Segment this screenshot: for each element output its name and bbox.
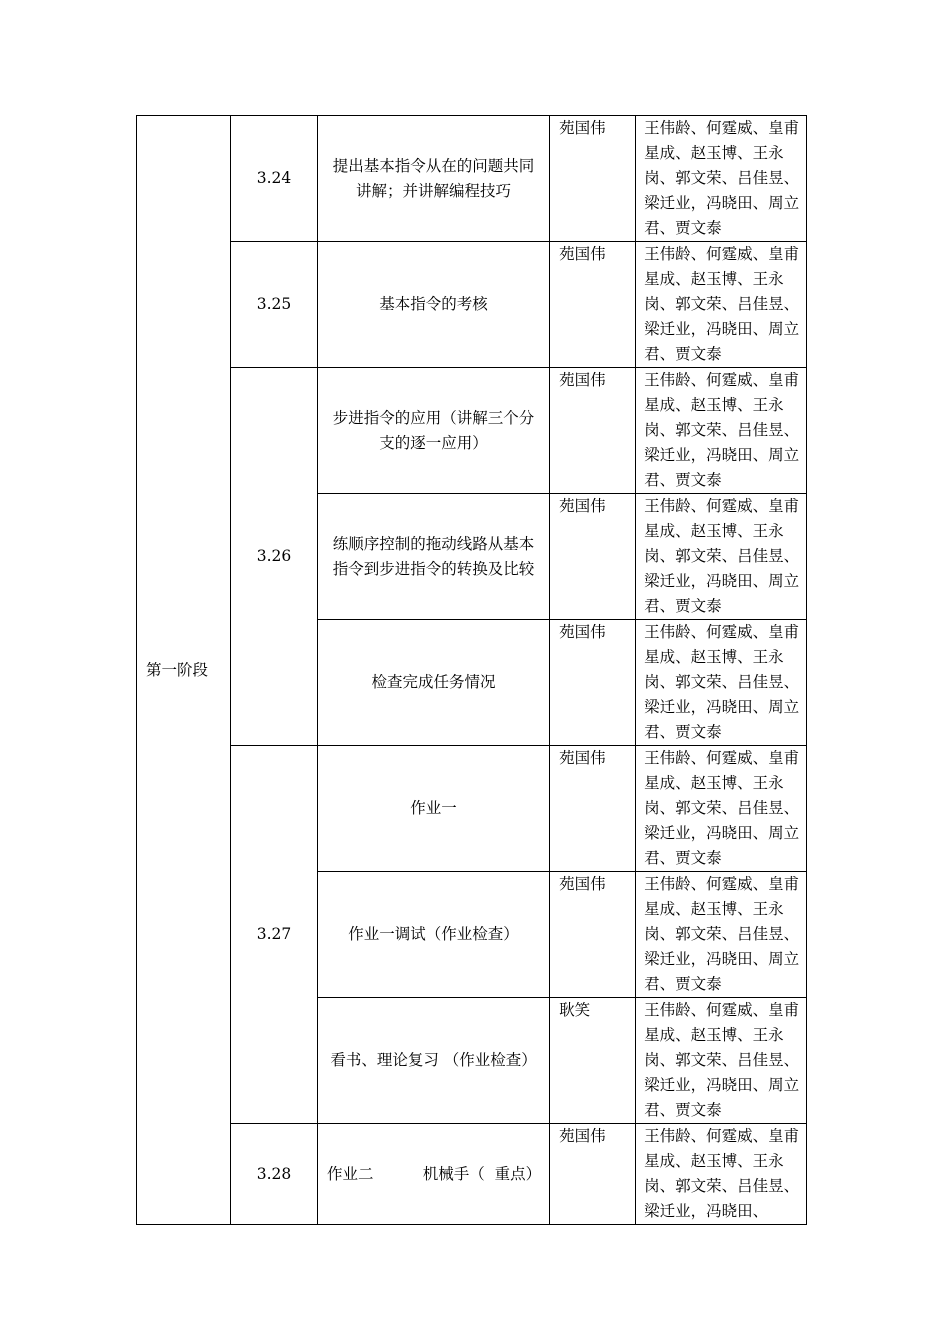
students-cell: 王伟龄、何霆威、皇甫星成、赵玉博、王永岗、郭文荣、吕佳昱、梁迁业，冯晓田、周立君、贾文泰 (636, 242, 807, 368)
schedule-table (136, 115, 807, 1225)
date-cell: 3.26 (231, 368, 318, 746)
students-cell: 王伟龄、何霆威、皇甫星成、赵玉博、王永岗、郭文荣、吕佳昱、梁迁业，冯晓田、周立君、贾文泰 (636, 998, 807, 1124)
content-cell: 基本指令的考核 (318, 242, 550, 368)
teacher-cell: 苑国伟 (550, 116, 636, 242)
content-cell: 看书、理论复习 （作业检查） (318, 998, 550, 1124)
table-row (137, 368, 807, 494)
date-cell: 3.24 (231, 116, 318, 242)
students-cell: 王伟龄、何霆威、皇甫星成、赵玉博、王永岗、郭文荣、吕佳昱、梁迁业，冯晓田、周立君、贾文泰 (636, 116, 807, 242)
content-cell: 提出基本指令从在的问题共同讲解；并讲解编程技巧 (318, 116, 550, 242)
teacher-cell: 苑国伟 (550, 242, 636, 368)
students-cell: 王伟龄、何霆威、皇甫星成、赵玉博、王永岗、郭文荣、吕佳昱、梁迁业，冯晓田、周立君、贾文泰 (636, 872, 807, 998)
students-cell: 王伟龄、何霆威、皇甫星成、赵玉博、王永岗、郭文荣、吕佳昱、梁迁业，冯晓田、周立君、贾文泰 (636, 368, 807, 494)
students-cell: 王伟龄、何霆威、皇甫星成、赵玉博、王永岗、郭文荣、吕佳昱、梁迁业，冯晓田、周立君、贾文泰 (636, 494, 807, 620)
date-cell: 3.27 (231, 746, 318, 1124)
students-cell: 王伟龄、何霆威、皇甫星成、赵玉博、王永岗、郭文荣、吕佳昱、梁迁业，冯晓田、 (636, 1124, 807, 1225)
teacher-cell: 苑国伟 (550, 368, 636, 494)
teacher-cell: 苑国伟 (550, 746, 636, 872)
date-cell: 3.25 (231, 242, 318, 368)
teacher-cell: 苑国伟 (550, 620, 636, 746)
content-cell: 练顺序控制的拖动线路从基本指令到步进指令的转换及比较 (318, 494, 550, 620)
content-cell: 步进指令的应用（讲解三个分支的逐一应用） (318, 368, 550, 494)
date-cell: 3.28 (231, 1124, 318, 1225)
table-row (137, 116, 807, 242)
table-row (137, 1124, 807, 1225)
table-row (137, 242, 807, 368)
students-cell: 王伟龄、何霆威、皇甫星成、赵玉博、王永岗、郭文荣、吕佳昱、梁迁业，冯晓田、周立君、贾文泰 (636, 620, 807, 746)
content-cell: 作业一 (318, 746, 550, 872)
content-cell: 作业二 机械手（ 重点） (318, 1124, 550, 1225)
teacher-cell: 苑国伟 (550, 1124, 636, 1225)
table-row (137, 746, 807, 872)
students-cell: 王伟龄、何霆威、皇甫星成、赵玉博、王永岗、郭文荣、吕佳昱、梁迁业，冯晓田、周立君、贾文泰 (636, 746, 807, 872)
content-cell: 作业一调试（作业检查） (318, 872, 550, 998)
teacher-cell: 苑国伟 (550, 872, 636, 998)
stage-cell: 第一阶段 (137, 116, 231, 1225)
content-cell: 检查完成任务情况 (318, 620, 550, 746)
teacher-cell: 耿笑 (550, 998, 636, 1124)
teacher-cell: 苑国伟 (550, 494, 636, 620)
